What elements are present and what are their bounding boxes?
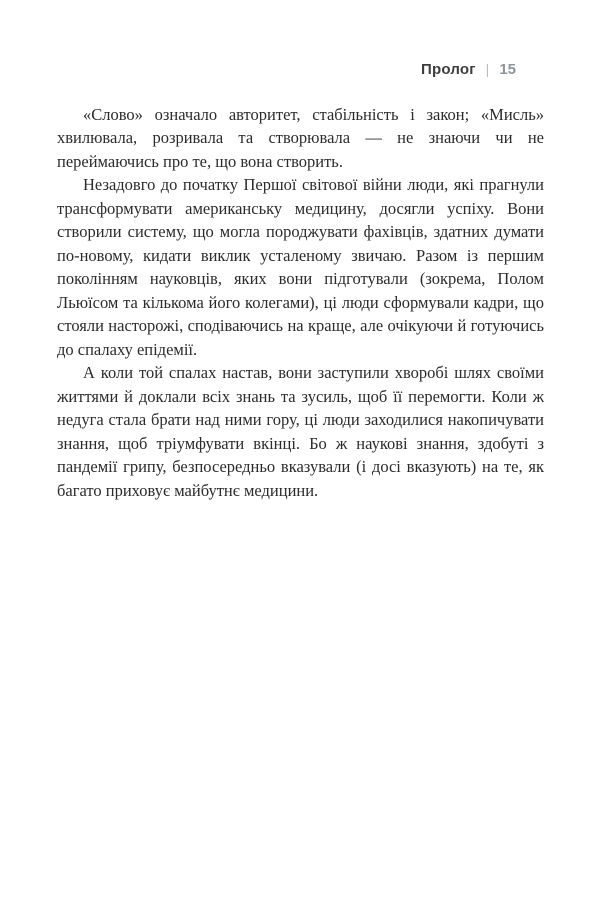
paragraph: А коли той спалах настав, вони заступили хворобі шлях своїми життями й доклали всіх знань та зусиль, щоб її перемогти. Коли ж недуга стала брати над ними гору, ці люди заходилися накопичувати знання, щоб тріумфувати вкінці. Бо ж наукові знання, здобуті з пандемії грипу, безпосередньо вказували (і досі вказують) на те, як багато приховує майбутнє медицини. — [57, 363, 544, 500]
chapter-title: Пролог — [420, 61, 476, 78]
running-header — [57, 62, 544, 79]
paragraph: Незадовго до початку Першої світової війни люди, які прагнули трансформувати американську медицину, досягли успіху. Вони створили систему, що могла породжувати фахівців, здатних думати по-новому, кидати виклик усталеному звичаю. Разом із першим поколінням науковців, яких вони підготували (зокрема, Полом Льюїсом та кількома його колегами), ці люди сформували кадри, що стояли насторожі, сподіваючись на краще, але очікуючи й готуючись до спалаху епідемії. — [57, 175, 544, 359]
paragraph: «Слово» означало авторитет, стабільність і закон; «Мисль» хвилювала, розривала та створювала — не знаючи чи не переймаючись про те, що вона створить. — [57, 104, 544, 171]
page-body-text — [57, 103, 544, 503]
header-separator: | — [485, 61, 490, 77]
page-number: 15 — [499, 61, 516, 78]
